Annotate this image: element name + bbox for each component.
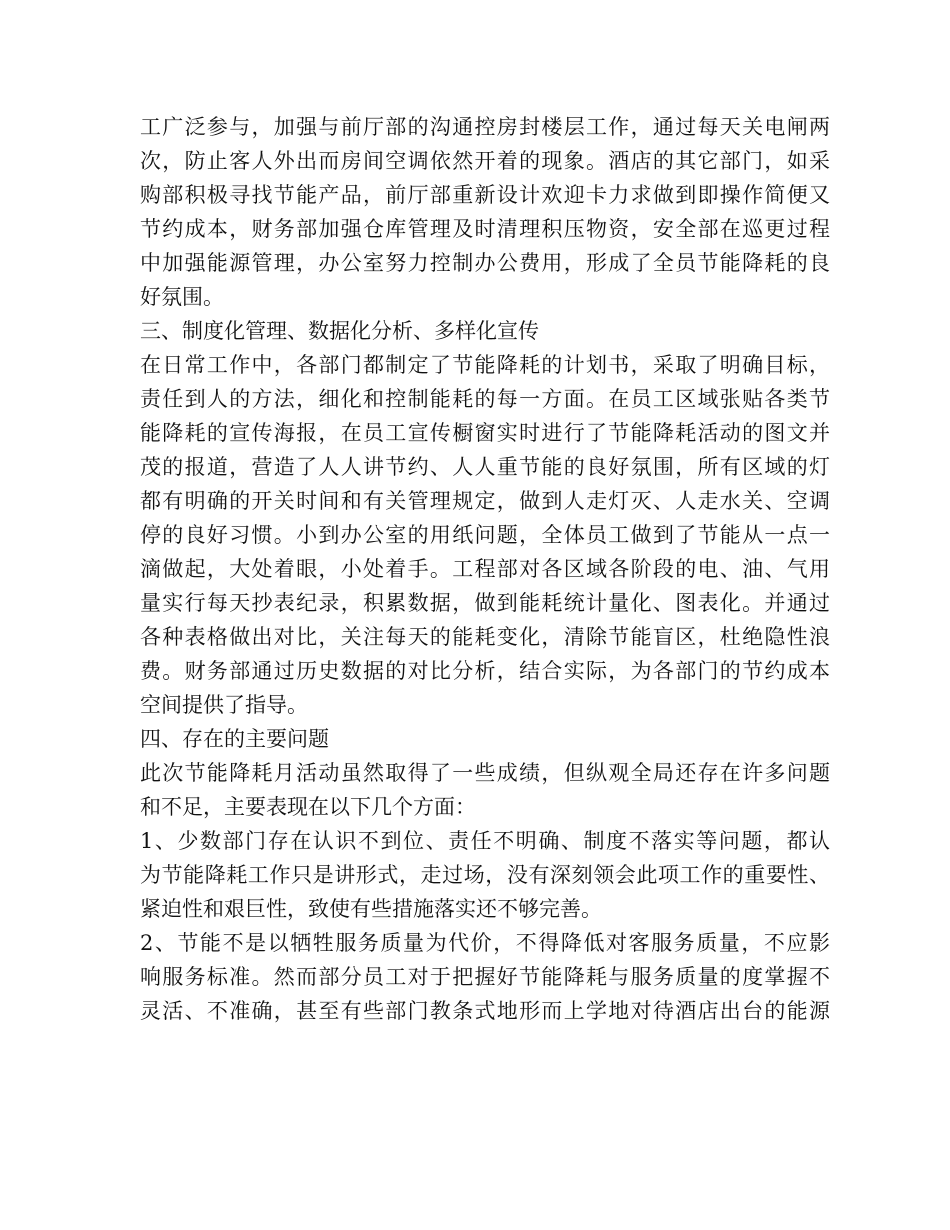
text-line: 工广泛参与，加强与前厅部的沟通控房封楼层工作，通过每天关电闸两 [140, 115, 830, 139]
text-line: 节约成本，财务部加强仓库管理及时清理积压物资，安全部在巡更过程 [140, 217, 830, 241]
text-line: 费。财务部通过历史数据的对比分析，结合实际，为各部门的节约成本 [140, 659, 830, 683]
text-line: 好氛围。 [140, 285, 224, 309]
text-line: 三、制度化管理、数据化分析、多样化宣传 [140, 319, 539, 343]
text-line: 量实行每天抄表纪录，积累数据，做到能耗统计量化、图表化。并通过 [140, 591, 830, 615]
text-line: 和不足，主要表现在以下几个方面： [140, 795, 476, 819]
text-line: 四、存在的主要问题 [140, 727, 329, 751]
text-line: 1、少数部门存在认识不到位、责任不明确、制度不落实等问题，都认 [140, 829, 830, 853]
document-body [140, 110, 830, 1028]
text-line: 中加强能源管理，办公室努力控制办公费用，形成了全员节能降耗的良 [140, 251, 830, 275]
text-line: 次，防止客人外出而房间空调依然开着的现象。酒店的其它部门，如采 [140, 149, 830, 173]
text-line: 各种表格做出对比，关注每天的能耗变化，清除节能盲区，杜绝隐性浪 [140, 625, 830, 649]
text-line: 在日常工作中，各部门都制定了节能降耗的计划书，采取了明确目标， [140, 353, 830, 377]
text-line: 茂的报道，营造了人人讲节约、人人重节能的良好氛围，所有区域的灯 [140, 455, 830, 479]
text-line: 灵活、不准确，甚至有些部门教条式地形而上学地对待酒店出台的能源 [140, 999, 830, 1023]
text-line: 都有明确的开关时间和有关管理规定，做到人走灯灭、人走水关、空调 [140, 489, 830, 513]
text-line: 滴做起，大处着眼，小处着手。工程部对各区域各阶段的电、油、气用 [140, 557, 830, 581]
text-line: 紧迫性和艰巨性，致使有些措施落实还不够完善。 [140, 897, 602, 921]
text-line: 空间提供了指导。 [140, 693, 308, 717]
text-line: 能降耗的宣传海报，在员工宣传橱窗实时进行了节能降耗活动的图文并 [140, 421, 830, 445]
text-line: 责任到人的方法，细化和控制能耗的每一方面。在员工区域张贴各类节 [140, 387, 830, 411]
text-line: 2、节能不是以牺牲服务质量为代价，不得降低对客服务质量，不应影 [140, 931, 830, 955]
text-line: 购部积极寻找节能产品，前厅部重新设计欢迎卡力求做到即操作简便又 [140, 183, 830, 207]
text-line: 停的良好习惯。小到办公室的用纸问题，全体员工做到了节能从一点一 [140, 523, 830, 547]
text-line: 响服务标准。然而部分员工对于把握好节能降耗与服务质量的度掌握不 [140, 965, 830, 989]
text-line: 此次节能降耗月活动虽然取得了一些成绩，但纵观全局还存在许多问题 [140, 761, 830, 785]
text-line: 为节能降耗工作只是讲形式，走过场，没有深刻领会此项工作的重要性、 [140, 863, 830, 887]
